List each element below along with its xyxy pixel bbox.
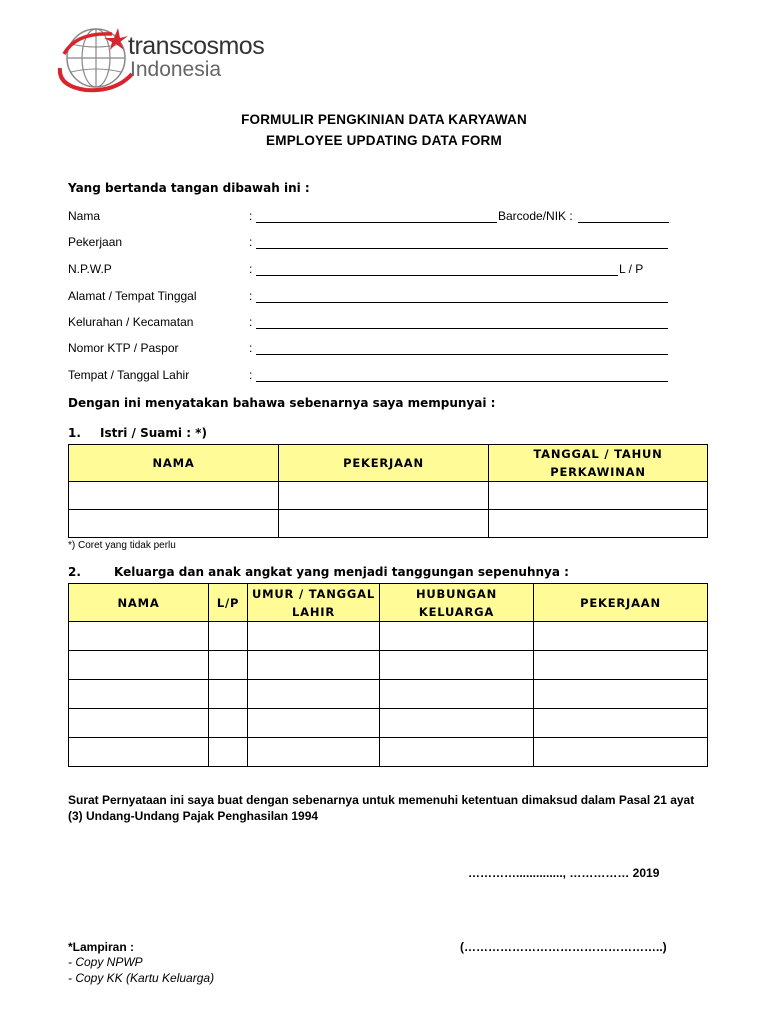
table-row	[69, 651, 708, 680]
table-cell[interactable]	[209, 709, 248, 738]
field-colon: :	[249, 368, 253, 382]
table-cell[interactable]	[209, 680, 248, 709]
dependents-header-umur: UMUR / TANGGAL LAHIR	[248, 584, 380, 622]
table-cell[interactable]	[69, 651, 209, 680]
strike-note: *) Coret yang tidak perlu	[68, 540, 176, 551]
table-cell[interactable]	[489, 510, 708, 538]
attachment-item: - Copy KK (Kartu Keluarga)	[68, 971, 215, 985]
table-cell[interactable]	[534, 651, 708, 680]
dependents-header-hubungan: HUBUNGAN KELUARGA	[380, 584, 534, 622]
date-line[interactable]: ………….............., …………… 2019	[468, 866, 660, 880]
spouse-header-pekerjaan: PEKERJAAN	[279, 445, 489, 482]
attachments-title: *Lampiran :	[68, 940, 135, 954]
table-cell[interactable]	[279, 482, 489, 510]
dependents-header-nama: NAMA	[69, 584, 209, 622]
table-cell[interactable]	[248, 622, 380, 651]
table-row	[69, 680, 708, 709]
declaration-text: Dengan ini menyatakan bahawa sebenarnya saya mempunyai :	[68, 396, 496, 410]
table-cell[interactable]	[209, 738, 248, 767]
table-cell[interactable]	[489, 482, 708, 510]
table-cell[interactable]	[69, 510, 279, 538]
table-cell[interactable]	[209, 622, 248, 651]
field-colon: :	[249, 289, 253, 303]
signature-line[interactable]: (…………………………………………..)	[460, 940, 667, 954]
dependents-table	[68, 583, 708, 767]
field-line-nama[interactable]	[256, 222, 497, 223]
table-row	[69, 482, 708, 510]
table-cell[interactable]	[380, 738, 534, 767]
table-cell[interactable]	[69, 709, 209, 738]
field-colon: :	[249, 315, 253, 329]
form-title-id: FORMULIR PENGKINIAN DATA KARYAWAN	[241, 112, 527, 127]
table-cell[interactable]	[380, 651, 534, 680]
field-label-ktp: Nomor KTP / Paspor	[68, 341, 179, 355]
table-cell[interactable]	[69, 738, 209, 767]
table-row	[69, 510, 708, 538]
field-colon: :	[249, 341, 253, 355]
table-cell[interactable]	[534, 622, 708, 651]
field-line-npwp[interactable]	[256, 275, 618, 276]
table-cell[interactable]	[69, 680, 209, 709]
field-line-alamat[interactable]	[256, 302, 668, 303]
field-label-ttl: Tempat / Tanggal Lahir	[68, 368, 190, 382]
statement-text: Surat Pernyataan ini saya buat dengan sebenarnya untuk memenuhi ketentuan dimaksud dalam Pasal 21 ayat (3) Undang-Undang Pajak Penghasilan 1994	[68, 793, 695, 823]
field-line-ktp[interactable]	[256, 354, 668, 355]
table-cell[interactable]	[248, 680, 380, 709]
gender-label: L / P	[619, 262, 644, 276]
table-cell[interactable]	[380, 680, 534, 709]
field-colon: :	[249, 262, 253, 276]
table-cell[interactable]	[69, 622, 209, 651]
globe-logo-icon	[56, 24, 136, 94]
field-label-kelurahan: Kelurahan / Kecamatan	[68, 315, 194, 329]
table-cell[interactable]	[380, 622, 534, 651]
table-row	[69, 738, 708, 767]
section2-number: 2.	[68, 565, 81, 579]
attachment-item: - Copy NPWP	[68, 955, 143, 969]
section1-number: 1.	[68, 426, 81, 440]
field-label-pekerjaan: Pekerjaan	[68, 235, 123, 249]
field-label-nama: Nama	[68, 209, 101, 223]
table-cell[interactable]	[248, 651, 380, 680]
spouse-header-tanggal: TANGGAL / TAHUN PERKAWINAN	[489, 445, 708, 482]
field-line-barcode-nik[interactable]	[578, 222, 669, 223]
section2-title: Keluarga dan anak angkat yang menjadi tanggungan sepenuhnya :	[114, 565, 569, 579]
table-cell[interactable]	[380, 709, 534, 738]
form-title-en: EMPLOYEE UPDATING DATA FORM	[266, 133, 502, 148]
field-line-ttl[interactable]	[256, 381, 668, 382]
field-label-npwp: N.P.W.P	[68, 262, 112, 276]
table-row	[69, 622, 708, 651]
barcode-nik-label: Barcode/NIK :	[498, 209, 573, 223]
table-cell[interactable]	[279, 510, 489, 538]
table-cell[interactable]	[69, 482, 279, 510]
section1-title: Istri / Suami : *)	[100, 426, 207, 440]
spouse-header-nama: NAMA	[69, 445, 279, 482]
dependents-header-lp: L/P	[209, 584, 248, 622]
field-colon: :	[249, 235, 253, 249]
intro-text: Yang bertanda tangan dibawah ini :	[68, 181, 310, 195]
table-cell[interactable]	[248, 738, 380, 767]
table-cell[interactable]	[534, 680, 708, 709]
table-cell[interactable]	[248, 709, 380, 738]
field-line-pekerjaan[interactable]	[256, 248, 668, 249]
dependents-header-pekerjaan: PEKERJAAN	[534, 584, 708, 622]
field-line-kelurahan[interactable]	[256, 328, 668, 329]
table-cell[interactable]	[534, 709, 708, 738]
field-colon: :	[249, 209, 253, 223]
spouse-table	[68, 444, 708, 538]
field-label-alamat: Alamat / Tempat Tinggal	[68, 289, 197, 303]
table-cell[interactable]	[209, 651, 248, 680]
logo-name: transcosmos	[128, 32, 265, 60]
logo-subname: Indonesia	[130, 58, 222, 81]
table-cell[interactable]	[534, 738, 708, 767]
table-row	[69, 709, 708, 738]
